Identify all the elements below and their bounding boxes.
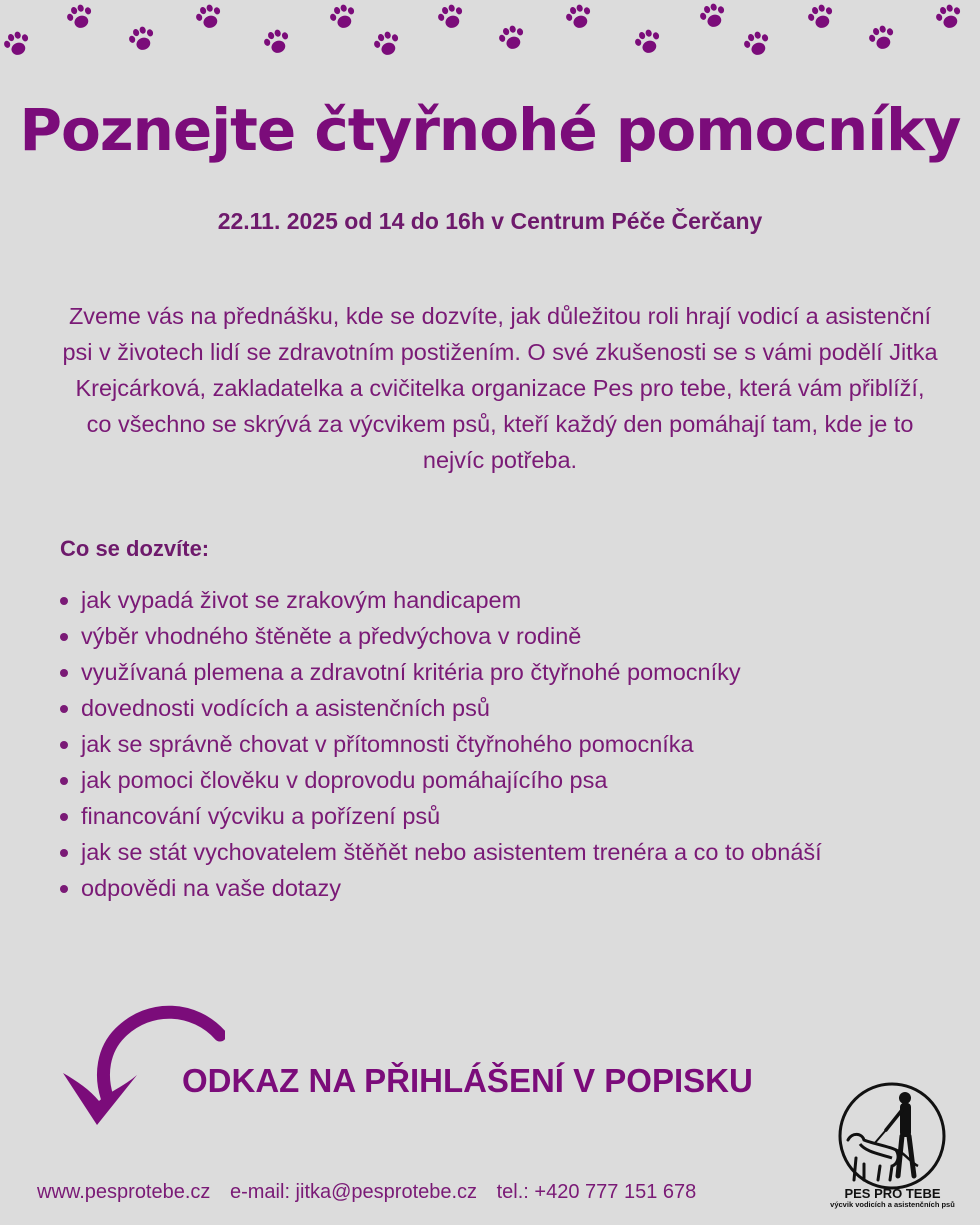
event-date-location: 22.11. 2025 od 14 do 16h v Centrum Péče Čerčany xyxy=(217,208,763,234)
logo-name: PES PRO TEBE xyxy=(844,1186,941,1201)
paw-print-border xyxy=(0,0,980,70)
paw-print-icon xyxy=(262,28,292,58)
list-item: odpovědi na vaše dotazy xyxy=(58,870,898,906)
learn-list xyxy=(58,582,898,906)
list-item: výběr vhodného štěněte a předvýchova v rodině xyxy=(58,618,898,654)
paw-print-icon xyxy=(806,3,836,33)
contact-footer xyxy=(37,1181,710,1204)
list-item: dovednosti vodících a asistenčních psů xyxy=(58,690,898,726)
paw-print-icon xyxy=(867,24,897,54)
paw-print-icon xyxy=(2,30,32,60)
list-item: využívaná plemena a zdravotní kritéria pro čtyřnohé pomocníky xyxy=(58,654,898,690)
list-item: jak pomoci člověku v doprovodu pomáhajícího psa xyxy=(58,762,898,798)
list-item: jak se stát vychovatelem štěňět nebo asistentem trenéra a co to obnáší xyxy=(58,834,898,870)
paw-print-icon xyxy=(698,2,728,32)
phone-text: tel.: +420 777 151 678 xyxy=(496,1181,697,1203)
paw-print-icon xyxy=(633,28,663,58)
paw-print-icon xyxy=(372,30,402,60)
website-text: www.pesprotebe.cz xyxy=(37,1181,211,1203)
list-item: financování výcviku a pořízení psů xyxy=(58,798,898,834)
learn-heading: Co se dozvíte: xyxy=(60,536,210,561)
paw-print-icon xyxy=(194,3,224,33)
intro-paragraph: Zveme vás na přednášku, kde se dozvíte, jak důležitou roli hrají vodicí a asistenční psi v životech lidí se zdravotním postižením. O své zkušenosti se s vámi podělí Jitka Krejcárková, zakladatelka a cvičitelka organizace Pes pro tebe, která vám přiblíží, co všechno se skrývá za výcvikem psů, kteří každý den pomáhají tam, kde je to nejvíc potřeba. xyxy=(62,303,938,473)
paw-print-icon xyxy=(934,3,964,33)
paw-print-icon xyxy=(436,3,466,33)
paw-print-icon xyxy=(564,3,594,33)
email-text: e-mail: jitka@pesprotebe.cz xyxy=(229,1181,478,1203)
list-item: jak se správně chovat v přítomnosti čtyřnohého pomocníka xyxy=(58,726,898,762)
logo-tagline: výcvik vodicích a asistenčních psů xyxy=(830,1200,955,1209)
paw-print-icon xyxy=(742,30,772,60)
guide-dog-logo-icon xyxy=(830,1078,955,1208)
paw-print-icon xyxy=(497,24,527,54)
list-item: jak vypadá život se zrakovým handicapem xyxy=(58,582,898,618)
page-title: Poznejte čtyřnohé pomocníky xyxy=(19,96,961,164)
paw-print-icon xyxy=(328,3,358,33)
registration-link-note: ODKAZ NA PŘIHLÁŠENÍ V POPISKU xyxy=(182,1062,753,1099)
paw-print-icon xyxy=(127,25,157,55)
paw-print-icon xyxy=(65,3,95,33)
